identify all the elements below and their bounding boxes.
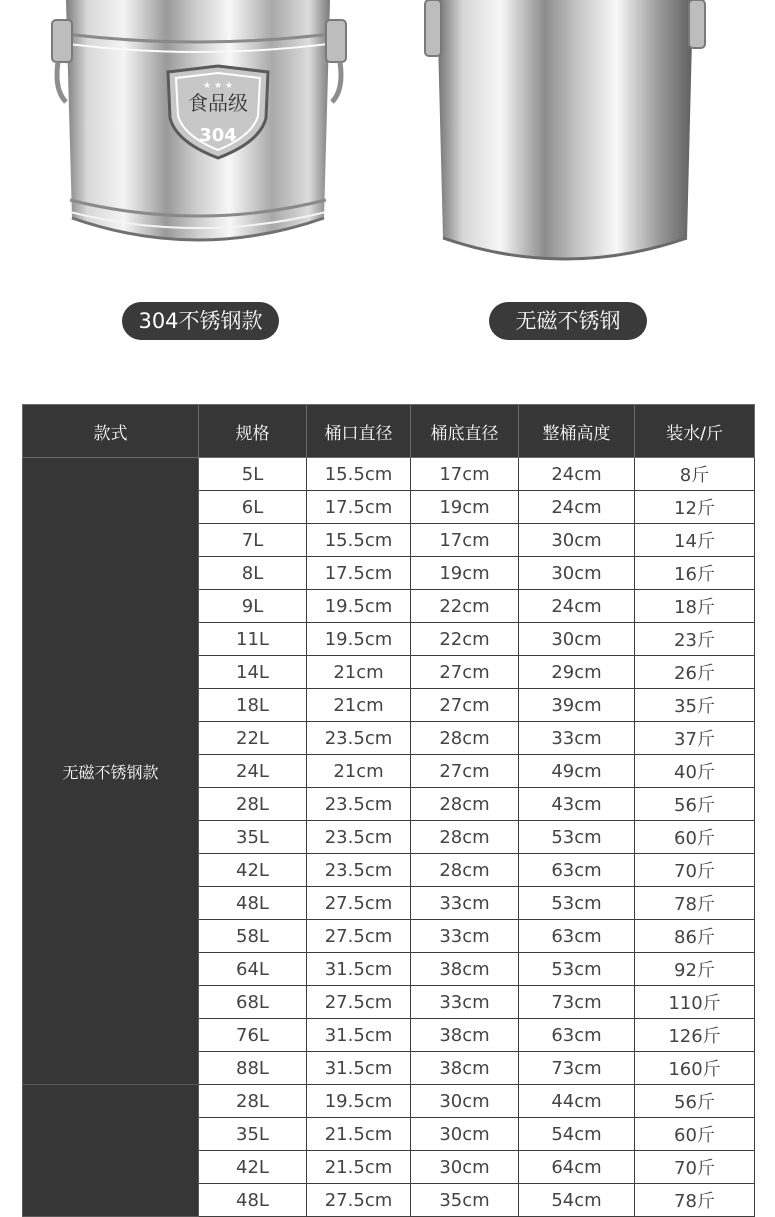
bottom-diameter-cell: 38cm	[411, 953, 519, 986]
mouth-diameter-cell: 27.5cm	[307, 986, 411, 1019]
bottom-diameter-cell: 28cm	[411, 788, 519, 821]
height-cell: 30cm	[519, 623, 635, 656]
mouth-diameter-cell: 21cm	[307, 755, 411, 788]
water-capacity-cell: 23斤	[635, 623, 755, 656]
spec-table	[22, 404, 755, 1217]
capacity-cell: 5L	[199, 458, 307, 491]
mouth-diameter-cell: 19.5cm	[307, 590, 411, 623]
mouth-diameter-cell: 15.5cm	[307, 458, 411, 491]
capacity-cell: 58L	[199, 920, 307, 953]
height-cell: 73cm	[519, 986, 635, 1019]
product-image-304	[48, 0, 358, 285]
capacity-cell: 35L	[199, 1118, 307, 1151]
water-capacity-cell: 16斤	[635, 557, 755, 590]
barrel-304-illustration	[48, 0, 358, 285]
mouth-diameter-cell: 21cm	[307, 689, 411, 722]
mouth-diameter-cell: 31.5cm	[307, 1052, 411, 1085]
header-mouth-diameter: 桶口直径	[307, 405, 411, 458]
water-capacity-cell: 126斤	[635, 1019, 755, 1052]
bottom-diameter-cell: 17cm	[411, 458, 519, 491]
capacity-cell: 48L	[199, 887, 307, 920]
mouth-diameter-cell: 27.5cm	[307, 1184, 411, 1217]
water-capacity-cell: 60斤	[635, 821, 755, 854]
mouth-diameter-cell: 23.5cm	[307, 854, 411, 887]
capacity-cell: 42L	[199, 854, 307, 887]
water-capacity-cell: 70斤	[635, 854, 755, 887]
height-cell: 24cm	[519, 491, 635, 524]
height-cell: 30cm	[519, 557, 635, 590]
bottom-diameter-cell: 33cm	[411, 887, 519, 920]
capacity-cell: 88L	[199, 1052, 307, 1085]
height-cell: 63cm	[519, 854, 635, 887]
capacity-cell: 7L	[199, 524, 307, 557]
bottom-diameter-cell: 22cm	[411, 623, 519, 656]
height-cell: 24cm	[519, 590, 635, 623]
water-capacity-cell: 37斤	[635, 722, 755, 755]
water-capacity-cell: 60斤	[635, 1118, 755, 1151]
capacity-cell: 64L	[199, 953, 307, 986]
water-capacity-cell: 160斤	[635, 1052, 755, 1085]
capacity-cell: 14L	[199, 656, 307, 689]
bottom-diameter-cell: 28cm	[411, 722, 519, 755]
height-cell: 73cm	[519, 1052, 635, 1085]
capacity-cell: 35L	[199, 821, 307, 854]
capacity-cell: 68L	[199, 986, 307, 1019]
mouth-diameter-cell: 17.5cm	[307, 491, 411, 524]
height-cell: 24cm	[519, 458, 635, 491]
water-capacity-cell: 12斤	[635, 491, 755, 524]
mouth-diameter-cell: 31.5cm	[307, 1019, 411, 1052]
height-cell: 43cm	[519, 788, 635, 821]
barrel-non-magnetic-illustration	[415, 0, 715, 285]
mouth-diameter-cell: 19.5cm	[307, 1085, 411, 1118]
height-cell: 53cm	[519, 887, 635, 920]
mouth-diameter-cell: 27.5cm	[307, 887, 411, 920]
capacity-cell: 11L	[199, 623, 307, 656]
mouth-diameter-cell: 31.5cm	[307, 953, 411, 986]
bottom-diameter-cell: 19cm	[411, 491, 519, 524]
bottom-diameter-cell: 27cm	[411, 755, 519, 788]
header-height: 整桶高度	[519, 405, 635, 458]
table-row	[23, 1085, 755, 1118]
header-style: 款式	[23, 405, 199, 458]
water-capacity-cell: 8斤	[635, 458, 755, 491]
height-cell: 64cm	[519, 1151, 635, 1184]
water-capacity-cell: 26斤	[635, 656, 755, 689]
water-capacity-cell: 78斤	[635, 1184, 755, 1217]
height-cell: 53cm	[519, 953, 635, 986]
mouth-diameter-cell: 17.5cm	[307, 557, 411, 590]
height-cell: 63cm	[519, 1019, 635, 1052]
bottom-diameter-cell: 19cm	[411, 557, 519, 590]
svg-text:★ ★ ★: ★ ★ ★	[203, 81, 233, 91]
height-cell: 44cm	[519, 1085, 635, 1118]
water-capacity-cell: 86斤	[635, 920, 755, 953]
table-header-row	[23, 405, 755, 458]
product-label-304: 304不锈钢款	[122, 302, 279, 340]
mouth-diameter-cell: 21.5cm	[307, 1151, 411, 1184]
product-hero	[0, 0, 775, 395]
mouth-diameter-cell: 19.5cm	[307, 623, 411, 656]
bottom-diameter-cell: 38cm	[411, 1052, 519, 1085]
mouth-diameter-cell: 21.5cm	[307, 1118, 411, 1151]
height-cell: 54cm	[519, 1184, 635, 1217]
height-cell: 53cm	[519, 821, 635, 854]
capacity-cell: 28L	[199, 1085, 307, 1118]
table-body	[23, 458, 755, 1217]
table-row	[23, 458, 755, 491]
bottom-diameter-cell: 33cm	[411, 986, 519, 1019]
capacity-cell: 76L	[199, 1019, 307, 1052]
badge-number: 304	[199, 125, 237, 146]
bottom-diameter-cell: 27cm	[411, 656, 519, 689]
header-capacity: 规格	[199, 405, 307, 458]
water-capacity-cell: 70斤	[635, 1151, 755, 1184]
bottom-diameter-cell: 35cm	[411, 1184, 519, 1217]
capacity-cell: 8L	[199, 557, 307, 590]
header-bottom-diameter: 桶底直径	[411, 405, 519, 458]
bottom-diameter-cell: 22cm	[411, 590, 519, 623]
style-group-cell: 无磁不锈钢款	[23, 458, 199, 1085]
water-capacity-cell: 14斤	[635, 524, 755, 557]
product-image-non-magnetic	[415, 0, 715, 285]
water-capacity-cell: 18斤	[635, 590, 755, 623]
bottom-diameter-cell: 30cm	[411, 1151, 519, 1184]
capacity-cell: 18L	[199, 689, 307, 722]
capacity-cell: 28L	[199, 788, 307, 821]
water-capacity-cell: 92斤	[635, 953, 755, 986]
water-capacity-cell: 35斤	[635, 689, 755, 722]
bottom-diameter-cell: 38cm	[411, 1019, 519, 1052]
product-label-non-magnetic: 无磁不锈钢	[489, 302, 647, 340]
height-cell: 63cm	[519, 920, 635, 953]
style-group-cell	[23, 1085, 199, 1217]
bottom-diameter-cell: 28cm	[411, 821, 519, 854]
capacity-cell: 42L	[199, 1151, 307, 1184]
capacity-cell: 6L	[199, 491, 307, 524]
mouth-diameter-cell: 23.5cm	[307, 788, 411, 821]
height-cell: 29cm	[519, 656, 635, 689]
badge-text: 食品级	[188, 91, 248, 115]
water-capacity-cell: 110斤	[635, 986, 755, 1019]
mouth-diameter-cell: 21cm	[307, 656, 411, 689]
capacity-cell: 22L	[199, 722, 307, 755]
mouth-diameter-cell: 23.5cm	[307, 722, 411, 755]
capacity-cell: 24L	[199, 755, 307, 788]
height-cell: 54cm	[519, 1118, 635, 1151]
bottom-diameter-cell: 17cm	[411, 524, 519, 557]
header-water-capacity: 装水/斤	[635, 405, 755, 458]
bottom-diameter-cell: 33cm	[411, 920, 519, 953]
capacity-cell: 9L	[199, 590, 307, 623]
water-capacity-cell: 56斤	[635, 1085, 755, 1118]
height-cell: 39cm	[519, 689, 635, 722]
water-capacity-cell: 78斤	[635, 887, 755, 920]
bottom-diameter-cell: 27cm	[411, 689, 519, 722]
water-capacity-cell: 40斤	[635, 755, 755, 788]
capacity-cell: 48L	[199, 1184, 307, 1217]
height-cell: 33cm	[519, 722, 635, 755]
water-capacity-cell: 56斤	[635, 788, 755, 821]
height-cell: 49cm	[519, 755, 635, 788]
mouth-diameter-cell: 15.5cm	[307, 524, 411, 557]
mouth-diameter-cell: 23.5cm	[307, 821, 411, 854]
bottom-diameter-cell: 30cm	[411, 1085, 519, 1118]
height-cell: 30cm	[519, 524, 635, 557]
bottom-diameter-cell: 30cm	[411, 1118, 519, 1151]
bottom-diameter-cell: 28cm	[411, 854, 519, 887]
mouth-diameter-cell: 27.5cm	[307, 920, 411, 953]
